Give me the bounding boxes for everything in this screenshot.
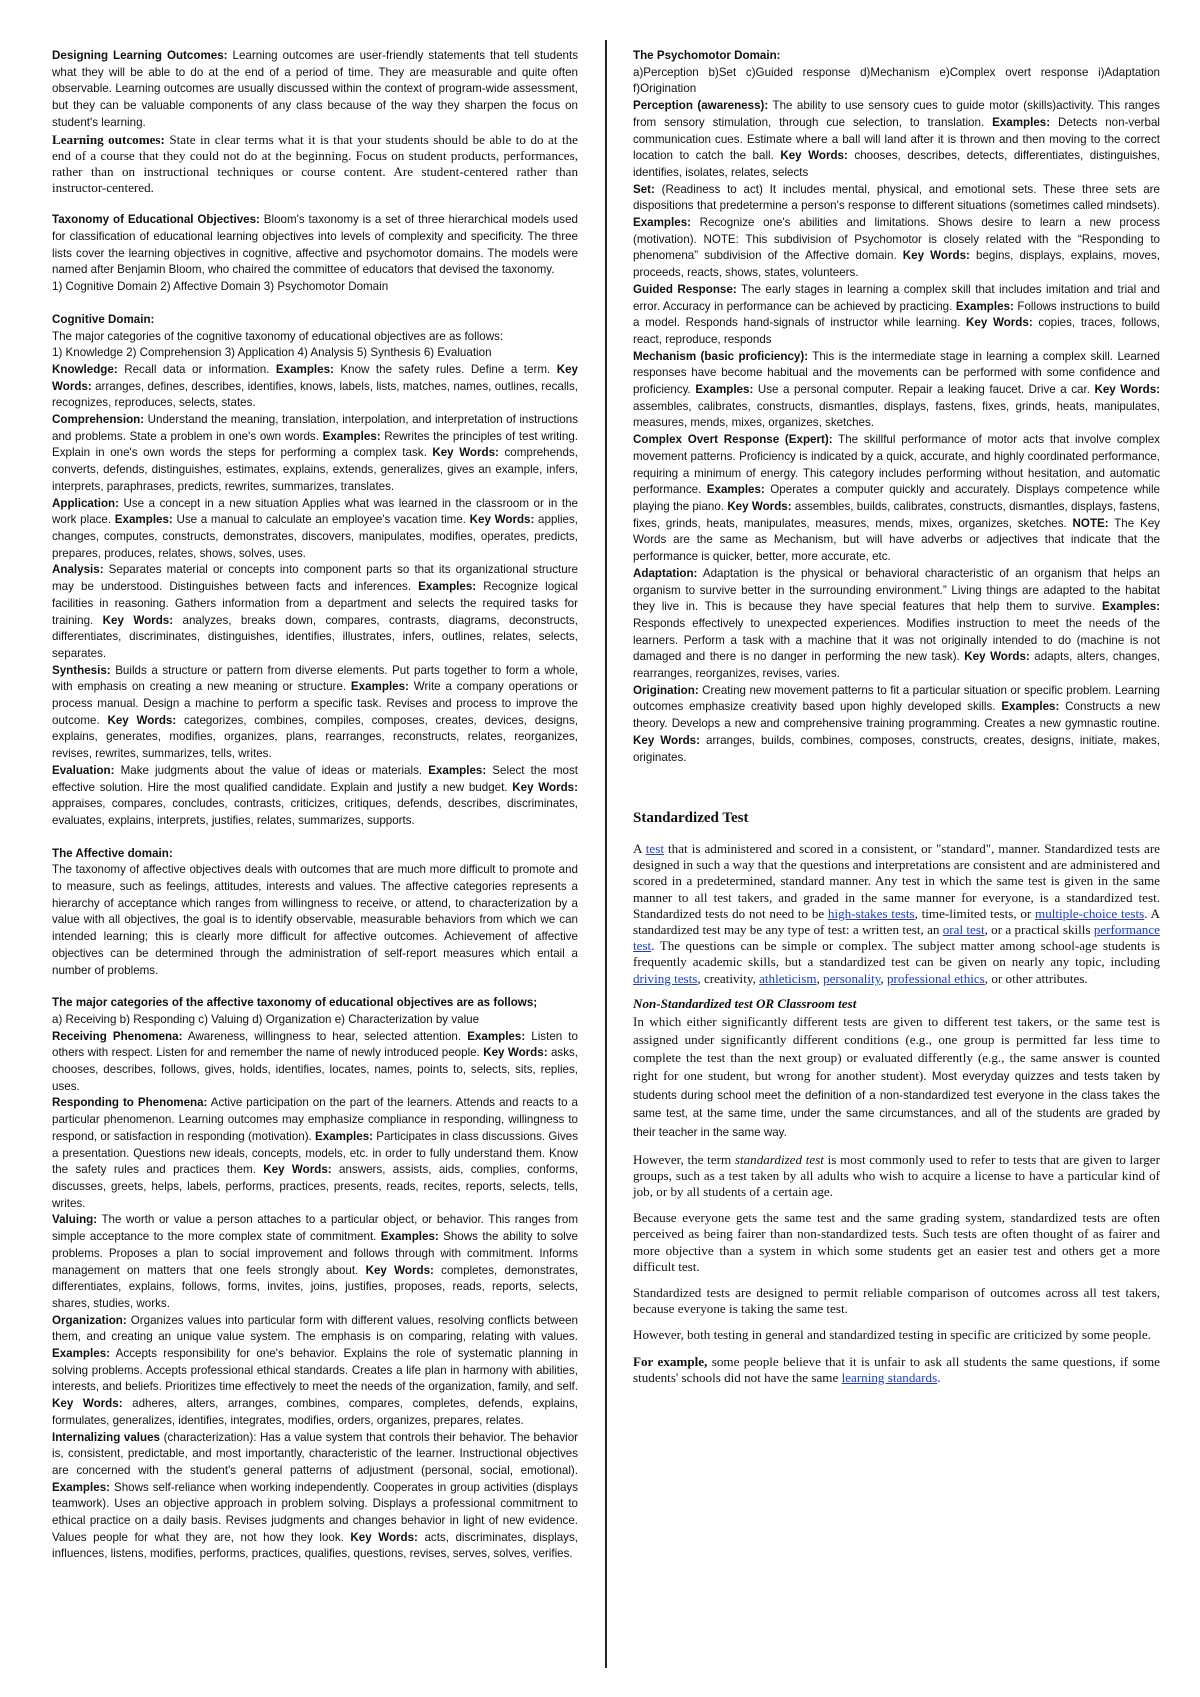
learning-outcomes-heading: Learning outcomes:	[52, 131, 165, 147]
psychomotor-category-list: a)Perception b)Set c)Guided response d)Mechanism e)Complex overt response i)Adaptation f)Origination	[633, 65, 1160, 96]
performance-test-link[interactable]: performance test	[633, 922, 1160, 954]
affective-item: Organization: Organizes values into particular form with different values, resolving conflicts between them, and creating an unique value system. The emphasis is on comparing, relating with values. Examples: Accepts responsibility for one's behavior. Explains the role of systematic planning in solving problems. Accepts professional ethical standards. Creates a life plan in harmony with abilities, interests, and beliefs. Prioritizes time effectively to meet the needs of the organization, family, and self. Key Words: adheres, alters, arranges, combines, compares, completes, defends, explains, formulates, generalizes, identifies, integrates, modifies, orders, organizes, prepares, relates.	[52, 1313, 578, 1427]
test-link[interactable]: test	[645, 841, 664, 856]
standardized-intro-paragraph: A test that is administered and scored in a consistent, or "standard", manner. Standardized tests are designed in such a way that the questions and interpretations are consistent and are administered and scored in a predetermined, standard manner. Any test in which the same test is given in the same manner to all test takers, and graded in the same manner for everyone, is a standardized test. Standardized tests do not need to be high-stakes tests, time-limited tests, or multiple-choice tests. A standardized test may be any type of test: a written test, an oral test, or a practical skills performance test. The questions can be simple or complex. The subject matter among school-age students is frequently academic skills, but a standardized test can be given on nearly any topic, including driving tests, creativity, athleticism, personality, professional ethics, or other attributes.	[633, 841, 1160, 986]
fairness-paragraph: Because everyone gets the same test and the same grading system, standardized tests are often perceived as being fairer than non-standardized tests. Such tests are often thought of as fairer and more objective than a system in which some students get an easier test and others get a more difficult test.	[633, 1210, 1160, 1274]
cognitive-intro: The major categories of the cognitive taxonomy of educational objectives are as follows:	[52, 329, 504, 343]
cognitive-category-list: 1) Knowledge 2) Comprehension 3) Application 4) Analysis 5) Synthesis 6) Evaluation	[52, 346, 492, 360]
affective-item: Responding to Phenomena: Active participation on the part of the learners. Attends and reacts to a particular phenomenon. Learning outcomes may emphasize compliance in responding, willingness to respond, or satisfaction in responding (motivation). Examples: Participates in class discussions. Gives a presentation. Questions new ideals, concepts, models, etc. in order to fully understand them. Know the safety rules and practices them. Key Words: answers, assists, aids, complies, conforms, discusses, greets, helps, labels, performs, practices, presents, reads, recites, reports, selects, tells, writes.	[52, 1096, 578, 1210]
affective-intro: The taxonomy of affective objectives deals with outcomes that are much more difficult to promote and to measure, such as feelings, attitudes, interests and values. The affective categories represents a hierarchy of acceptance which ranges from willingness to receive, or attend, to characterization by a value with all objectives, the goal is to identify observable, measurable behaviors from which we can intended learning; this is clearly more difficult for affective outcomes. Achievement of affective objectives can be determined through the administration of self-report measures which entail a number of problems.	[52, 863, 578, 977]
psychomotor-item: Origination: Creating new movement patterns to fit a particular situation or specific problem. Learning outcomes emphasize creativity based upon highly developed skills. Examples: Constructs a new theory. Develops a new and comprehensive training programming. Creates a new gymnastic routine. Key Words: arranges, builds, combines, composes, constructs, creates, designs, initiate, makes, originates.	[633, 683, 1160, 764]
cognitive-item: Evaluation: Make judgments about the value of ideas or materials. Examples: Select the most effective solution. Hire the most qualified candidate. Explain and justify a new budget. Key Words: appraises, compares, concludes, contrasts, criticizes, critiques, defends, describes, discriminates, evaluates, explains, interprets, justifies, relates, summarizes, supports.	[52, 763, 578, 827]
affective-item: Valuing: The worth or value a person attaches to a particular object, or behavior. This ranges from simple acceptance to the more complex state of commitment. Examples: Shows the ability to solve problems. Proposes a plan to social improvement and follows through with commitment. Informs management on matters that one feels strongly about. Key Words: completes, demonstrates, differentiates, explains, follows, forms, invites, joins, justifies, proposes, reads, reports, selects, shares, studies, works.	[52, 1213, 578, 1310]
psychomotor-item: Guided Response: The early stages in learning a complex skill that includes imitation and trial and error. Accuracy in performance can be achieved by practicing. Examples: Follows instructions to build a model. Responds hand-signals of instructor while learning. Key Words: copies, traces, follows, react, reproduce, responds	[633, 282, 1161, 346]
designing-outcomes-heading: Designing Learning Outcomes:	[52, 49, 228, 62]
oral-test-link[interactable]: oral test	[942, 922, 985, 938]
non-standardized-heading: Non-Standardized test OR Classroom test	[633, 995, 857, 1011]
driving-tests-link[interactable]: driving tests	[633, 970, 698, 986]
affective-category-list: a) Receiving b) Responding c) Valuing d) Organization e) Characterization by value	[52, 1012, 480, 1026]
psychomotor-heading: The Psychomotor Domain:	[633, 49, 781, 62]
psychomotor-item: Complex Overt Response (Expert): The skillful performance of motor acts that involve complex movement patterns. Proficiency is indicated by a quick, accurate, and highly coordinated performance, requiring a minimum of energy. This category includes performing without hesitation, and automatic performance. Examples: Operates a computer quickly and accurately. Displays competence while playing the piano. Key Words: assembles, builds, calibrates, constructs, dismantles, displays, fastens, fixes, grinds, heats, manipulates, measures, mends, mixes, organizes, sketches. NOTE: The Key Words are the same as Mechanism, but will have adverbs or adjectives that indicate that the performance is quicker, better, more accurate, etc.	[633, 433, 1160, 564]
left-column	[52, 48, 578, 1563]
multiple-choice-tests-link[interactable]: multiple-choice tests	[1035, 905, 1145, 921]
criticism-paragraph: However, both testing in general and standardized testing in specific are criticized by some people.	[633, 1327, 1151, 1343]
affective-major-heading: The major categories of the affective taxonomy of educational objectives are as follows;	[52, 996, 538, 1010]
affective-item: Receiving Phenomena: Awareness, willingness to hear, selected attention. Examples: Listen to others with respect. Listen for and remember the name of newly introduced people. Key Words: asks, chooses, describes, follows, gives, holds, identifies, locates, names, points to, selects, sits, replies, uses.	[52, 1029, 579, 1093]
learning-outcomes-paragraph: Learning outcomes: State in clear terms what it is that your students should be able to do at the end of a course that they could not do at the beginning. Focus on student products, performances, rather than on instructional techniques or course content. Are student-centered rather than instructor-centered.	[52, 131, 578, 196]
taxonomy-domain-list: 1) Cognitive Domain 2) Affective Domain 3) Psychomotor Domain	[52, 280, 389, 294]
cognitive-item: Application: Use a concept in a new situation Applies what was learned in the classroom or in the work place. Examples: Use a manual to calculate an employee's vacation time. Key Words: applies, changes, computes, constructs, demonstrates, discovers, manipulates, modifies, operates, predicts, prepares, produces, relates, shows, solves, uses.	[52, 496, 579, 560]
right-column	[633, 48, 1160, 766]
cognitive-item: Knowledge: Recall data or information. Examples: Know the safety rules. Define a term. Key Words: arranges, defines, describes, identifies, knows, labels, lists, matches, names, outlines, recalls, recognizes, reproduces, selects, states.	[52, 362, 578, 410]
psychomotor-item: Set: (Readiness to act) It includes mental, physical, and emotional sets. These three sets are dispositions that predetermine a person's response to different situations (sometimes called mindsets). Examples: Recognize one's abilities and limitations. Shows desire to learn a new process (motivation). NOTE: This subdivision of Psychomotor is closely related with the “Responding to phenomena” subdivision of the Affective domain. Key Words: begins, displays, explains, moves, proceeds, reacts, shows, states, volunteers.	[633, 182, 1160, 280]
comparison-paragraph: Standardized tests are designed to permit reliable comparison of outcomes across all test takers, because everyone is taking the same test.	[633, 1285, 1160, 1317]
high-stakes-tests-link[interactable]: high-stakes tests	[827, 905, 915, 921]
cognitive-heading: Cognitive Domain:	[52, 312, 155, 326]
psychomotor-item: Perception (awareness): The ability to use sensory cues to guide motor (skills)activity. This ranges from sensory stimulation, through cue selection, to translation. Examples: Detects non-verbal communication cues. Estimate where a ball will land after it is thrown and then moving to the correct location to catch the ball. Key Words: chooses, describes, detects, differentiates, distinguishes, identifies, isolates, relates, selects	[633, 99, 1161, 179]
psychomotor-item: Adaptation: Adaptation is the physical or behavioral characteristic of an organism that helps an organism to survive better in the surrounding environment.” Living things are adapted to the habitat they live in. This is because they have special features that help them to survive. Examples: Responds effectively to unexpected experiences. Modifies instruction to meet the needs of the learners. Perform a task with a machine that it was not originally intended to do (machine is not damaged and there is no danger in performing the new task). Key Words: adapts, alters, changes, rearranges, reorganizes, revises, varies.	[633, 566, 1160, 681]
affective-heading: The Affective domain:	[52, 846, 173, 860]
personality-link[interactable]: personality	[823, 970, 881, 986]
column-divider	[605, 40, 607, 1668]
cognitive-item: Synthesis: Builds a structure or pattern from diverse elements. Put parts together to form a whole, with emphasis on creating a new meaning or structure. Examples: Write a company operations or process manual. Design a machine to perform a specific task. Revises and process to improve the outcome. Key Words: categorizes, combines, compiles, composes, creates, devices, designs, explains, generates, modifies, organizes, plans, rearranges, reconstructs, relates, reorganizes, revises, rewrites, summarizes, tells, writes.	[52, 663, 578, 761]
cognitive-item: Comprehension: Understand the meaning, translation, interpolation, and interpretation of instructions and problems. State a problem in one's own words. Examples: Rewrites the principles of test writing. Explain in one's own words the steps for performing a complex task. Key Words: comprehends, converts, defends, distinguishes, estimates, explains, extends, generalizes, gives an example, infers, interprets, paraphrases, predicts, rewrites, summarizes, translates.	[52, 413, 579, 493]
standardized-test-title: Standardized Test	[633, 810, 749, 826]
cognitive-item: Analysis: Separates material or concepts into component parts so that its organizational structure may be understood. Distinguishes between facts and inferences. Examples: Recognize logical facilities in reasoning. Gathers information from a department and selects the required tasks for training. Key Words: analyzes, breaks down, compares, contrasts, diagrams, deconstructs, differentiates, discriminates, distinguishes, identifies, illustrates, infers, outlines, relates, selects, separates.	[52, 563, 578, 660]
standardized-test-section	[633, 810, 1160, 1386]
term-usage-paragraph: However, the term standardized test is most commonly used to refer to tests that are given to larger groups, such as a test taken by all adults who wish to acquire a license to have a particular kind of job, or by all students of a certain age.	[633, 1151, 1160, 1200]
example-paragraph: For example, some people believe that it is unfair to ask all students the same questions, if some students' schools did not have the same learning standards.	[633, 1353, 1160, 1385]
professional-ethics-link[interactable]: professional ethics	[886, 970, 985, 986]
taxonomy-heading: Taxonomy of Educational Objectives:	[52, 213, 260, 227]
taxonomy-paragraph: Taxonomy of Educational Objectives: Bloom's taxonomy is a set of three hierarchical models used for classification of educational learning objectives into levels of complexity and specificity. The three lists cover the learning objectives in cognitive, affective and psychomotor domains. The models were named after Benjamin Bloom, who chaired the committee of educators that devised the taxonomy.	[52, 213, 578, 277]
psychomotor-item: Mechanism (basic proficiency): This is the intermediate stage in learning a complex skill. Learned responses have become habitual and the movements can be performed with some confidence and proficiency. Examples: Use a personal computer. Repair a leaking faucet. Drive a car. Key Words: assembles, calibrates, constructs, dismantles, displays, fastens, fixes, grinds, heats, manipulates, measures, mends, mixes, organizes, sketches.	[633, 349, 1161, 430]
learning-standards-link[interactable]: learning standards	[841, 1369, 938, 1385]
athleticism-link[interactable]: athleticism	[759, 970, 817, 986]
non-standardized-paragraph: In which either significantly different tests are given to different test takers, or the same test is assigned under significantly different conditions (e.g., one group is permitted far less time to complete the test than the next group) or evaluated differently (e.g., the same answer is counted right for one student, but wrong for another student). Most everyday quizzes and tests taken by students during school meet the definition of a non-standardized test everyone in the class takes the same test, at the same time, under the same circumstances, and all of the students are graded by their teacher in the same way.	[633, 1013, 1160, 1139]
designing-outcomes-paragraph: Designing Learning Outcomes: Learning outcomes are user-friendly statements that tell students what they will be able to do at the end of a period of time. They are measurable and quite often observable. Learning outcomes are usually discussed within the context of program-wide assessment, but they can be valuable components of any class because of the way they sharpen the focus on student's learning.	[52, 49, 578, 129]
affective-item: Internalizing values (characterization): Has a value system that controls their behavior. The behavior is, consistent, predictable, and most importantly, characteristic of the learner. Instructional objectives are concerned with the student's general patterns of adjustment (personal, social, emotional). Examples: Shows self-reliance when working independently. Cooperates in group activities (displays teamwork). Uses an objective approach in problem solving. Displays a professional commitment to ethical practice on a daily basis. Revises judgments and changes behavior in light of new evidence. Values people for what they are, not how they look. Key Words: acts, discriminates, displays, influences, listens, modifies, performs, practices, qualifies, questions, revises, serves, solves, verifies.	[52, 1430, 579, 1561]
